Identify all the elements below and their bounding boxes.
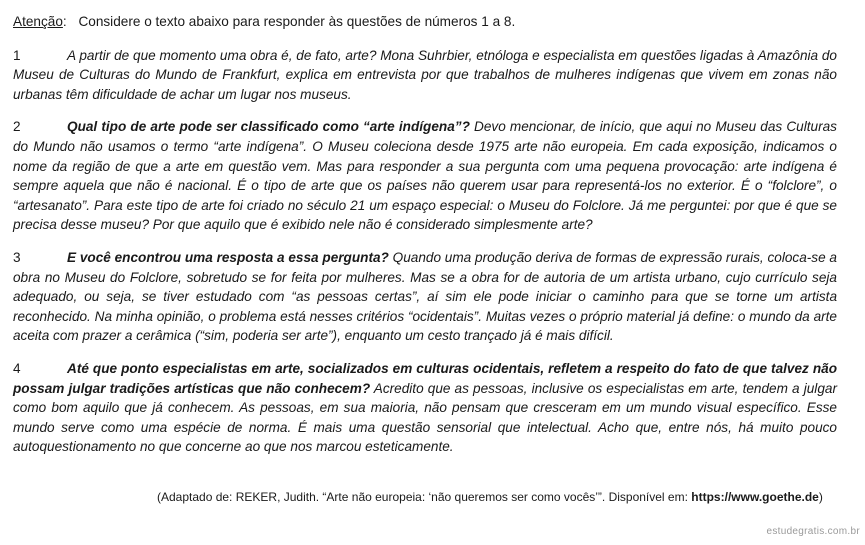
paragraph-4 <box>13 359 837 457</box>
attention-separator: : <box>62 14 67 29</box>
source-citation <box>157 489 823 505</box>
instruction-header <box>13 12 837 32</box>
citation-text: (Adaptado de: REKER, Judith. “Arte não europeia: ‘não queremos ser como vocês’”. Disponível em: <box>157 490 692 504</box>
paragraph-text: A partir de que momento uma obra é, de fato, arte? Mona Suhrbier, etnóloga e especialista em questões ligadas à Amazônia do Museu de Culturas do Mundo de Frankfurt, explica em entrevista por que trabalhos de mulheres indígenas que vivem em zonas não urbanas têm dificuldade de achar um lugar nos museus. <box>13 47 837 102</box>
paragraph-text: Quando uma produção deriva de formas de expressão rurais, coloca-se a obra no Museu do Folclore, sobretudo se for feita por mulheres. Mas se a obra for de autoria de um artista urbano, cujo currículo seja adequado, ou seja, se tiver estudado com “as pessoas certas”, aí sim ele pode iniciar o caminho para que se torne um artista reconhecido. Na minha opinião, o problema está nesses critérios “ocidentais”. Muitas vezes o próprio material já define: o mundo da arte aceita com prazer a cerâmica (“sim, poderia ser arte”), enquanto um cesto trançado já é mais difícil. <box>13 249 837 344</box>
document-body <box>13 12 837 470</box>
paragraph-3 <box>13 248 837 346</box>
citation-close: ) <box>818 490 823 504</box>
interview-question: E você encontrou uma resposta a essa pergunta? <box>67 249 389 265</box>
paragraph-number: 3 <box>13 249 21 265</box>
citation-url: https://www.goethe.de <box>691 490 819 504</box>
paragraph-number: 1 <box>13 47 21 63</box>
paragraph-text: Acredito que as pessoas, inclusive os especialistas em arte, tendem a julgar como bom aquilo que já conhecem. As pessoas, em sua maioria, não pensam que cresceram em um mundo visual específico. Esse mundo serve como uma espécie de norma. É mais uma questão sensorial que intelectual. Acho que, entre nós, há muito pouco autoquestionamento no que concerne ao que nos marcou esteticamente. <box>13 380 837 455</box>
interview-question: Até que ponto especialistas em arte, socializados em culturas ocidentais, refletem a respeito do fato de que talvez não possam julgar tradições artísticas que não conhecem? <box>13 360 837 396</box>
paragraph-2 <box>13 117 837 235</box>
attention-label: Atenção <box>13 14 63 29</box>
site-watermark: estudegratis.com.br <box>766 526 860 537</box>
paragraph-text: Devo mencionar, de início, que aqui no Museu das Culturas do Mundo não usamos o termo “arte indígena”. O Museu coleciona desde 1975 arte não europeia. Em cada exposição, indicamos o nome da região de que a arte em questão vem. Mas para responder a sua pergunta com uma pequena provocação: arte indígena é sempre aquela que não é nacional. É o tipo de arte que os países não querem usar para representá-los no exterior. É o “folclore”, o “artesanato”. Para este tipo de arte foi criado no século 21 um espaço especial: o Museu do Folclore. Já me perguntei: por que é que se precisa desse museu? Por que aquilo que é exibido nele não é considerado simplesmente arte? <box>13 119 837 233</box>
paragraph-1 <box>13 46 837 105</box>
instruction-text: Considere o texto abaixo para responder às questões de números 1 a 8. <box>78 14 516 29</box>
interview-question: Qual tipo de arte pode ser classificado como “arte indígena”? <box>67 119 470 135</box>
paragraph-number: 2 <box>13 119 21 135</box>
paragraph-number: 4 <box>13 360 21 376</box>
